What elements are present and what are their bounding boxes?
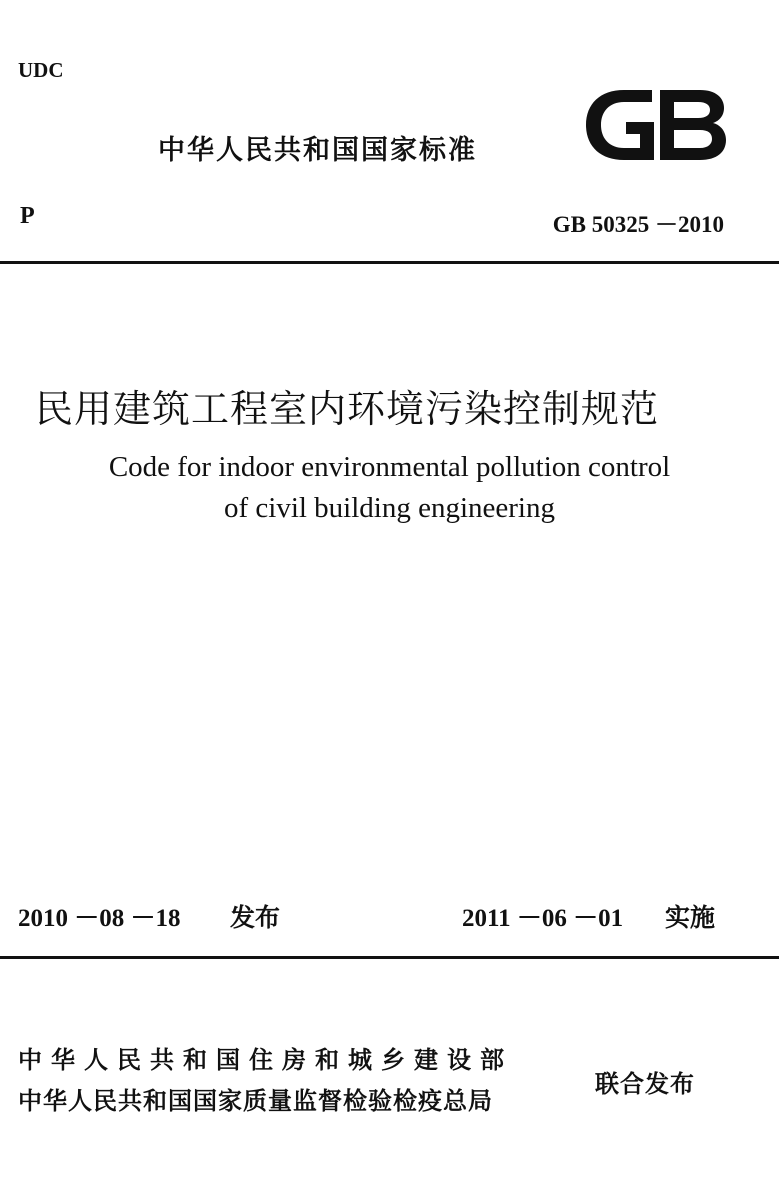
implement-label: 实施 [665,903,716,932]
udc-label: UDC [18,58,64,82]
joint-issue-label: 联合发布 [595,1070,695,1098]
top-divider [0,261,779,264]
gb-logo [582,86,728,164]
standard-number: GB 50325 －2010 [552,212,724,237]
gb-logo-g-letter [586,90,654,160]
issue-label: 发布 [230,903,281,932]
title-english-line-2: of civil building engineering [223,492,555,524]
gb-logo-b-letter [660,90,726,160]
category-code: P [20,203,35,229]
implement-date: 2011 －06 －01 [462,905,624,932]
title-chinese: 民用建筑工程室内环境污染控制规范 [35,387,660,431]
bottom-divider [0,956,779,959]
issuer-aqsiq: 中华人民共和国国家质量监督检验检疫总局 [18,1087,493,1115]
national-standard-heading: 中华人民共和国国家标准 [158,135,477,166]
issue-date: 2010 －08 －18 [18,905,181,932]
title-english-line-1: Code for indoor environmental pollution control [108,451,671,483]
issuer-ministry-housing: 中华人民共和国住房和城乡建设部 [18,1046,513,1074]
